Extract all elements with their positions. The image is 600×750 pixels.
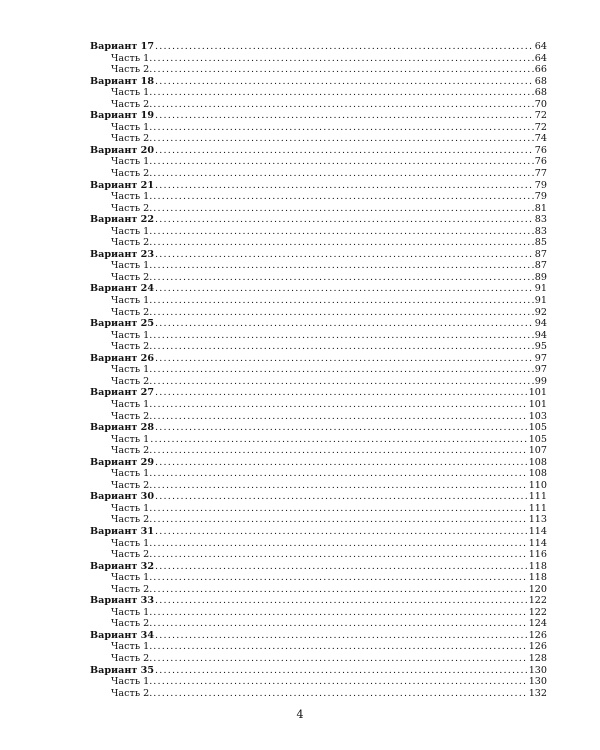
toc-part-entry: [90, 434, 547, 446]
toc-entry-title: Вариант 22: [90, 214, 155, 226]
toc-entry-page-number: 74: [534, 133, 547, 145]
dot-leader: [153, 688, 527, 700]
dot-leader: [153, 330, 534, 342]
dot-leader: [153, 468, 527, 480]
toc-entry-page-number: 92: [534, 306, 547, 318]
toc-entry-page-number: 64: [534, 52, 547, 64]
toc-entry-title: Часть 2.: [111, 445, 153, 457]
toc-entry-title: Вариант 35: [90, 664, 155, 676]
toc-section-entry: [90, 526, 547, 538]
toc-section-entry: [90, 283, 547, 295]
toc-entry-page-number: 70: [534, 98, 547, 110]
toc-entry-page-number: 83: [534, 214, 547, 226]
toc-entry-page-number: 101: [528, 387, 547, 399]
toc-entry-title: Вариант 18: [90, 75, 155, 87]
toc-part-entry: [90, 676, 547, 688]
dot-leader: [153, 226, 534, 238]
toc-entry-title: Часть 1.: [111, 156, 153, 168]
dot-leader: [153, 53, 534, 65]
toc-part-entry: [90, 584, 547, 596]
toc-part-entry: [90, 272, 547, 284]
dot-leader: [155, 665, 528, 677]
toc-part-entry: [90, 364, 547, 376]
toc-entry-title: Вариант 25: [90, 318, 155, 330]
toc-entry-page-number: 83: [534, 225, 547, 237]
toc-entry-page-number: 130: [528, 676, 547, 688]
dot-leader: [155, 422, 528, 434]
toc-section-entry: [90, 76, 547, 88]
toc-entry-title: Часть 1.: [111, 364, 153, 376]
toc-section-entry: [90, 491, 547, 503]
toc-entry-page-number: 111: [528, 491, 547, 503]
dot-leader: [153, 87, 534, 99]
toc-entry-title: Часть 2.: [111, 514, 153, 526]
toc-entry-page-number: 79: [534, 191, 547, 203]
dot-leader: [155, 283, 534, 295]
toc-entry-title: Часть 2.: [111, 341, 153, 353]
dot-leader: [153, 156, 534, 168]
toc-part-entry: [90, 191, 547, 203]
toc-entry-page-number: 122: [528, 606, 547, 618]
toc-entry-title: Часть 2.: [111, 583, 153, 595]
dot-leader: [155, 249, 534, 261]
toc-entry-title: Часть 1.: [111, 676, 153, 688]
toc-part-entry: [90, 549, 547, 561]
toc-part-entry: [90, 122, 547, 134]
toc-entry-page-number: 76: [534, 144, 547, 156]
dot-leader: [153, 307, 534, 319]
toc-part-entry: [90, 133, 547, 145]
toc-entry-title: Часть 2.: [111, 98, 153, 110]
toc-entry-title: Часть 1.: [111, 121, 153, 133]
toc-entry-title: Часть 2.: [111, 64, 153, 76]
toc-section-entry: [90, 630, 547, 642]
toc-entry-page-number: 116: [528, 549, 547, 561]
toc-entry-title: Часть 2.: [111, 202, 153, 214]
toc-entry-title: Часть 2.: [111, 237, 153, 249]
dot-leader: [155, 561, 528, 573]
toc-part-entry: [90, 607, 547, 619]
toc-entry-page-number: 77: [534, 168, 547, 180]
toc-section-entry: [90, 145, 547, 157]
toc-part-entry: [90, 99, 547, 111]
toc-entry-title: Часть 2.: [111, 306, 153, 318]
dot-leader: [155, 318, 534, 330]
toc-entry-page-number: 118: [528, 572, 547, 584]
toc-entry-page-number: 95: [534, 341, 547, 353]
toc-entry-page-number: 114: [528, 525, 547, 537]
dot-leader: [155, 630, 528, 642]
toc-entry-title: Часть 1.: [111, 572, 153, 584]
toc-entry-page-number: 126: [528, 629, 547, 641]
toc-entry-title: Вариант 23: [90, 248, 155, 260]
dot-leader: [155, 214, 534, 226]
dot-leader: [153, 237, 534, 249]
toc-part-entry: [90, 399, 547, 411]
toc-entry-title: Вариант 31: [90, 525, 155, 537]
toc-part-entry: [90, 480, 547, 492]
toc-entry-title: Часть 1.: [111, 329, 153, 341]
dot-leader: [153, 376, 534, 388]
dot-leader: [153, 618, 527, 630]
dot-leader: [153, 572, 527, 584]
toc-entry-page-number: 108: [528, 456, 547, 468]
dot-leader: [155, 595, 528, 607]
dot-leader: [153, 399, 527, 411]
toc-part-entry: [90, 330, 547, 342]
dot-leader: [155, 145, 534, 157]
toc-entry-page-number: 105: [528, 422, 547, 434]
dot-leader: [155, 457, 528, 469]
toc-section-entry: [90, 180, 547, 192]
toc-section-entry: [90, 214, 547, 226]
toc-part-entry: [90, 376, 547, 388]
toc-entry-page-number: 68: [534, 87, 547, 99]
dot-leader: [153, 538, 527, 550]
toc-entry-page-number: 79: [534, 179, 547, 191]
toc-entry-page-number: 64: [534, 41, 547, 52]
toc-part-entry: [90, 572, 547, 584]
toc-entry-page-number: 94: [534, 329, 547, 341]
toc-entry-page-number: 99: [534, 375, 547, 387]
toc-entry-title: Часть 1.: [111, 225, 153, 237]
dot-leader: [153, 411, 527, 423]
dot-leader: [153, 64, 534, 76]
toc-entry-title: Часть 1.: [111, 641, 153, 653]
toc-entry-page-number: 122: [528, 595, 547, 607]
dot-leader: [153, 549, 527, 561]
toc-entry-title: Вариант 21: [90, 179, 155, 191]
toc-entry-page-number: 87: [534, 248, 547, 260]
toc-part-entry: [90, 226, 547, 238]
toc-section-entry: [90, 422, 547, 434]
dot-leader: [153, 295, 534, 307]
dot-leader: [153, 480, 527, 492]
toc-section-entry: [90, 41, 547, 53]
toc-entry-title: Вариант 33: [90, 595, 155, 607]
toc-entry-title: Часть 1.: [111, 502, 153, 514]
toc-entry-title: Часть 2.: [111, 168, 153, 180]
dot-leader: [155, 41, 534, 53]
toc-entry-title: Вариант 17: [90, 41, 155, 52]
toc-entry-title: Вариант 24: [90, 283, 155, 295]
toc-entry-title: Вариант 20: [90, 144, 155, 156]
toc-entry-title: Вариант 32: [90, 560, 155, 572]
toc-entry-page-number: 97: [534, 364, 547, 376]
dot-leader: [153, 341, 534, 353]
toc-entry-page-number: 91: [534, 295, 547, 307]
dot-leader: [153, 503, 527, 515]
toc-entry-page-number: 89: [534, 271, 547, 283]
toc-entry-title: Часть 1.: [111, 191, 153, 203]
toc-entry-title: Вариант 28: [90, 422, 155, 434]
dot-leader: [155, 353, 534, 365]
dot-leader: [153, 260, 534, 272]
toc-section-entry: [90, 353, 547, 365]
toc-entry-title: Вариант 27: [90, 387, 155, 399]
toc-part-entry: [90, 653, 547, 665]
toc-part-entry: [90, 618, 547, 630]
toc-part-entry: [90, 688, 547, 700]
toc-part-entry: [90, 237, 547, 249]
dot-leader: [153, 122, 534, 134]
dot-leader: [153, 641, 527, 653]
toc-entry-title: Часть 2.: [111, 479, 153, 491]
dot-leader: [153, 514, 527, 526]
toc-section-entry: [90, 318, 547, 330]
toc-section-entry: [90, 387, 547, 399]
toc-part-entry: [90, 168, 547, 180]
dot-leader: [153, 168, 534, 180]
toc-entry-page-number: 85: [534, 237, 547, 249]
toc-part-entry: [90, 64, 547, 76]
toc-section-entry: [90, 110, 547, 122]
toc-part-entry: [90, 307, 547, 319]
toc-section-entry: [90, 249, 547, 261]
toc-section-entry: [90, 595, 547, 607]
toc-entry-title: Часть 1.: [111, 295, 153, 307]
toc-entry-page-number: 107: [528, 445, 547, 457]
toc-part-entry: [90, 156, 547, 168]
toc-entry-page-number: 108: [528, 468, 547, 480]
dot-leader: [153, 584, 527, 596]
toc-entry-page-number: 113: [528, 514, 547, 526]
toc-entry-title: Часть 1.: [111, 398, 153, 410]
toc-entry-title: Часть 2.: [111, 549, 153, 561]
dot-leader: [153, 99, 534, 111]
dot-leader: [155, 76, 534, 88]
toc-entry-title: Вариант 30: [90, 491, 155, 503]
toc-entry-title: Вариант 34: [90, 629, 155, 641]
toc-part-entry: [90, 445, 547, 457]
toc-entry-page-number: 72: [534, 110, 547, 122]
toc-section-entry: [90, 665, 547, 677]
toc-entry-title: Часть 1.: [111, 537, 153, 549]
toc-entry-page-number: 94: [534, 318, 547, 330]
toc-entry-page-number: 103: [528, 410, 547, 422]
toc-part-entry: [90, 538, 547, 550]
dot-leader: [150, 434, 527, 446]
toc-entry-title: Часть 1.: [111, 260, 153, 272]
toc-entry-page-number: 97: [534, 352, 547, 364]
dot-leader: [153, 364, 534, 376]
dot-leader: [155, 180, 534, 192]
toc-entry-title: Часть 2.: [111, 410, 153, 422]
toc-entry-title: Часть 2.: [111, 133, 153, 145]
dot-leader: [155, 387, 528, 399]
toc-entry-page-number: 118: [528, 560, 547, 572]
toc-part-entry: [90, 295, 547, 307]
toc-entry-title: Часть 1.: [111, 52, 153, 64]
toc-entry-page-number: 105: [528, 433, 547, 445]
toc-part-entry: [90, 503, 547, 515]
toc-part-entry: [90, 87, 547, 99]
toc-part-entry: [90, 53, 547, 65]
dot-leader: [153, 272, 534, 284]
toc-entry-page-number: 130: [528, 664, 547, 676]
table-of-contents: [90, 41, 547, 699]
toc-entry-page-number: 87: [534, 260, 547, 272]
toc-entry-page-number: 68: [534, 75, 547, 87]
toc-entry-title: Часть 2.: [111, 652, 153, 664]
toc-entry-page-number: 101: [528, 398, 547, 410]
toc-entry-title: Часть 2.: [111, 618, 153, 630]
toc-entry-page-number: 76: [534, 156, 547, 168]
dot-leader: [155, 491, 528, 503]
toc-entry-title: Часть 1.: [111, 468, 153, 480]
dot-leader: [153, 653, 527, 665]
toc-entry-title: Часть 1.: [111, 606, 153, 618]
toc-part-entry: [90, 514, 547, 526]
toc-entry-page-number: 126: [528, 641, 547, 653]
dot-leader: [155, 526, 528, 538]
toc-entry-page-number: 124: [528, 618, 547, 630]
toc-entry-page-number: 81: [534, 202, 547, 214]
toc-entry-page-number: 66: [534, 64, 547, 76]
toc-part-entry: [90, 260, 547, 272]
toc-part-entry: [90, 341, 547, 353]
toc-entry-title: Вариант 29: [90, 456, 155, 468]
toc-entry-page-number: 132: [528, 687, 547, 699]
toc-entry-title: Часть 2.: [111, 271, 153, 283]
toc-part-entry: [90, 203, 547, 215]
toc-entry-page-number: 110: [528, 479, 547, 491]
toc-entry-page-number: 114: [528, 537, 547, 549]
toc-entry-title: Вариант 19: [90, 110, 155, 122]
dot-leader: [155, 110, 534, 122]
toc-entry-title: Часть 2.: [111, 687, 153, 699]
toc-entry-title: Часть 1.: [111, 87, 153, 99]
dot-leader: [153, 133, 534, 145]
toc-part-entry: [90, 411, 547, 423]
page-number: 4: [296, 708, 304, 721]
toc-entry-page-number: 128: [528, 652, 547, 664]
dot-leader: [153, 607, 527, 619]
toc-entry-page-number: 91: [534, 283, 547, 295]
toc-entry-title: Вариант 26: [90, 352, 155, 364]
dot-leader: [153, 191, 534, 203]
toc-part-entry: [90, 641, 547, 653]
toc-section-entry: [90, 561, 547, 573]
dot-leader: [153, 203, 534, 215]
dot-leader: [153, 445, 527, 457]
toc-entry-page-number: 120: [528, 583, 547, 595]
toc-entry-title: Часть 1: [111, 433, 150, 445]
toc-section-entry: [90, 457, 547, 469]
dot-leader: [153, 676, 527, 688]
toc-entry-page-number: 111: [528, 502, 547, 514]
toc-entry-title: Часть 2.: [111, 375, 153, 387]
toc-entry-page-number: 72: [534, 121, 547, 133]
toc-part-entry: [90, 468, 547, 480]
